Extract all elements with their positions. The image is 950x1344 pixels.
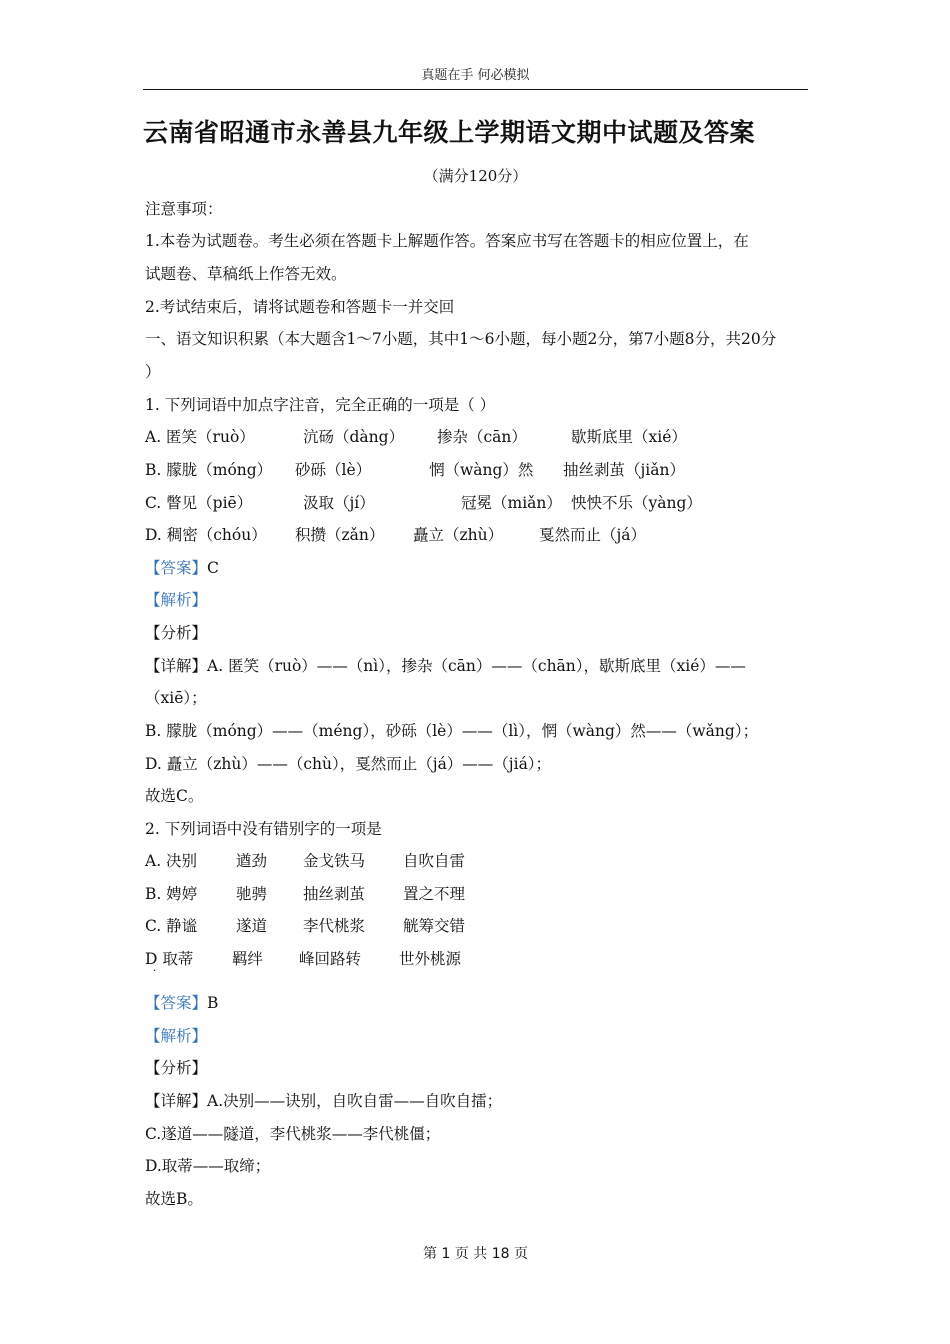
option-item: 矗立（zhù） [413, 526, 504, 544]
q1-answer [145, 558, 219, 578]
option-item: 遂道 [236, 917, 268, 935]
document-title: 云南省昭通市永善县九年级上学期语文期中试题及答案 [143, 118, 756, 147]
q1-fenxi: 【分析】 [145, 624, 208, 642]
option-item: 遒劲 [236, 852, 268, 870]
detail-tag: 【详解】 [145, 1092, 208, 1110]
page-header: 真题在手 何必模拟 [421, 68, 530, 83]
option-item: 峰回路转 [299, 950, 362, 968]
page-footer: 第 1 页 共 18 页 [423, 1246, 528, 1262]
q1-detail-1b: （xiē）； [145, 689, 207, 707]
q2-option-a [145, 851, 465, 871]
option-item: 掺杂（cān） [437, 428, 527, 446]
section-1-heading: 一、语文知识积累（本大题含1～7小题，其中1～6小题，每小题2分，第7小题8分，共20分 [145, 330, 777, 348]
note-2: 2.考试结束后，请将试题卷和答题卡一并交回 [145, 298, 455, 316]
note-1-line-2: 试题卷、草稿纸上作答无效。 [145, 265, 347, 283]
q2-option-b [145, 884, 465, 904]
q2-option-d [145, 949, 461, 969]
q2-analysis-tag: 【解析】 [145, 1027, 208, 1045]
q2-detail-3: D.取蒂——取缔； [145, 1157, 271, 1175]
option-item: B. 娉婷 [145, 885, 198, 903]
full-score: （满分120分） [423, 167, 528, 185]
option-item: 汲取（jí） [303, 494, 375, 512]
answer-value: C [207, 559, 219, 577]
notes-heading: 注意事项： [145, 200, 223, 218]
answer-tag: 【答案】 [145, 559, 208, 577]
header-divider [143, 89, 808, 90]
option-item: C. 静谧 [145, 917, 198, 935]
q1-detail-3: D. 矗立（zhù）——（chù），戛然而止（já）——（jiá）； [145, 755, 552, 773]
detail-text: A.决别——诀别，自吹自雷——自吹自擂； [207, 1092, 503, 1110]
option-item: C. 瞥见（piē） [145, 494, 253, 512]
q2-conclusion: 故选B。 [145, 1190, 203, 1208]
option-item: 怏怏不乐（yàng） [571, 494, 702, 512]
q1-option-d [145, 525, 646, 545]
option-item: 冠冕（miǎn） [461, 494, 562, 512]
option-item: 沆砀（dàng） [303, 428, 405, 446]
option-item: 抽丝剥茧（jiǎn） [563, 461, 685, 479]
option-item: 觥筹交错 [403, 917, 466, 935]
option-item: 世外桃源 [399, 950, 462, 968]
option-item: 积攒（zǎn） [295, 526, 385, 544]
q2-option-c [145, 916, 465, 936]
detail-tag: 【详解】 [145, 657, 208, 675]
option-item: D. 稠密（chóu） [145, 526, 267, 544]
q1-analysis-tag: 【解析】 [145, 591, 208, 609]
q1-conclusion: 故选C。 [145, 787, 204, 805]
option-item: D 取蒂 [145, 950, 194, 968]
q2-answer [145, 993, 218, 1013]
q1-option-a [145, 427, 687, 447]
detail-text: A. 匿笑（ruò）——（nì），掺杂（cān）——（chān），歇斯底里（xié）—— [207, 657, 746, 675]
option-item: 自吹自雷 [403, 852, 466, 870]
q1-option-b [145, 460, 685, 480]
option-item: 歇斯底里（xié） [571, 428, 687, 446]
option-item: A. 决别 [145, 852, 198, 870]
option-item: 置之不理 [403, 885, 466, 903]
option-item: 砂砾（lè） [295, 461, 372, 479]
option-item: 抽丝剥茧 [303, 885, 366, 903]
option-item: 戛然而止（já） [539, 526, 647, 544]
option-item: B. 朦胧（móng） [145, 461, 273, 479]
option-item: 金戈铁马 [303, 852, 366, 870]
q2-detail-1 [145, 1091, 502, 1111]
option-item: 李代桃浆 [303, 917, 366, 935]
q2-detail-2: C.遂道——隧道，李代桃浆——李代桃僵； [145, 1125, 441, 1143]
answer-tag: 【答案】 [145, 994, 208, 1012]
q1-stem: 1. 下列词语中加点字注音，完全正确的一项是（ ） [145, 396, 496, 414]
q2-stem: 2. 下列词语中没有错别字的一项是 [145, 820, 382, 838]
option-item: 驰骋 [236, 885, 268, 903]
note-1-line-1: 1.本卷为试题卷。考生必须在答题卡上解题作答。答案应书写在答题卡的相应位置上，在 [145, 232, 749, 250]
emphasis-dot: · [153, 966, 157, 977]
section-1-heading-cont: ） [145, 363, 161, 381]
option-item: 惘（wàng）然 [429, 461, 534, 479]
option-item: A. 匿笑（ruò） [145, 428, 255, 446]
answer-value: B [207, 994, 219, 1012]
option-item: 羁绊 [232, 950, 264, 968]
q1-detail-1 [145, 656, 746, 676]
q1-option-c [145, 493, 702, 513]
q2-fenxi: 【分析】 [145, 1059, 208, 1077]
q1-detail-2: B. 朦胧（móng）——（méng），砂砾（lè）——（lì），惘（wàng）然——（wǎng）； [145, 722, 759, 740]
